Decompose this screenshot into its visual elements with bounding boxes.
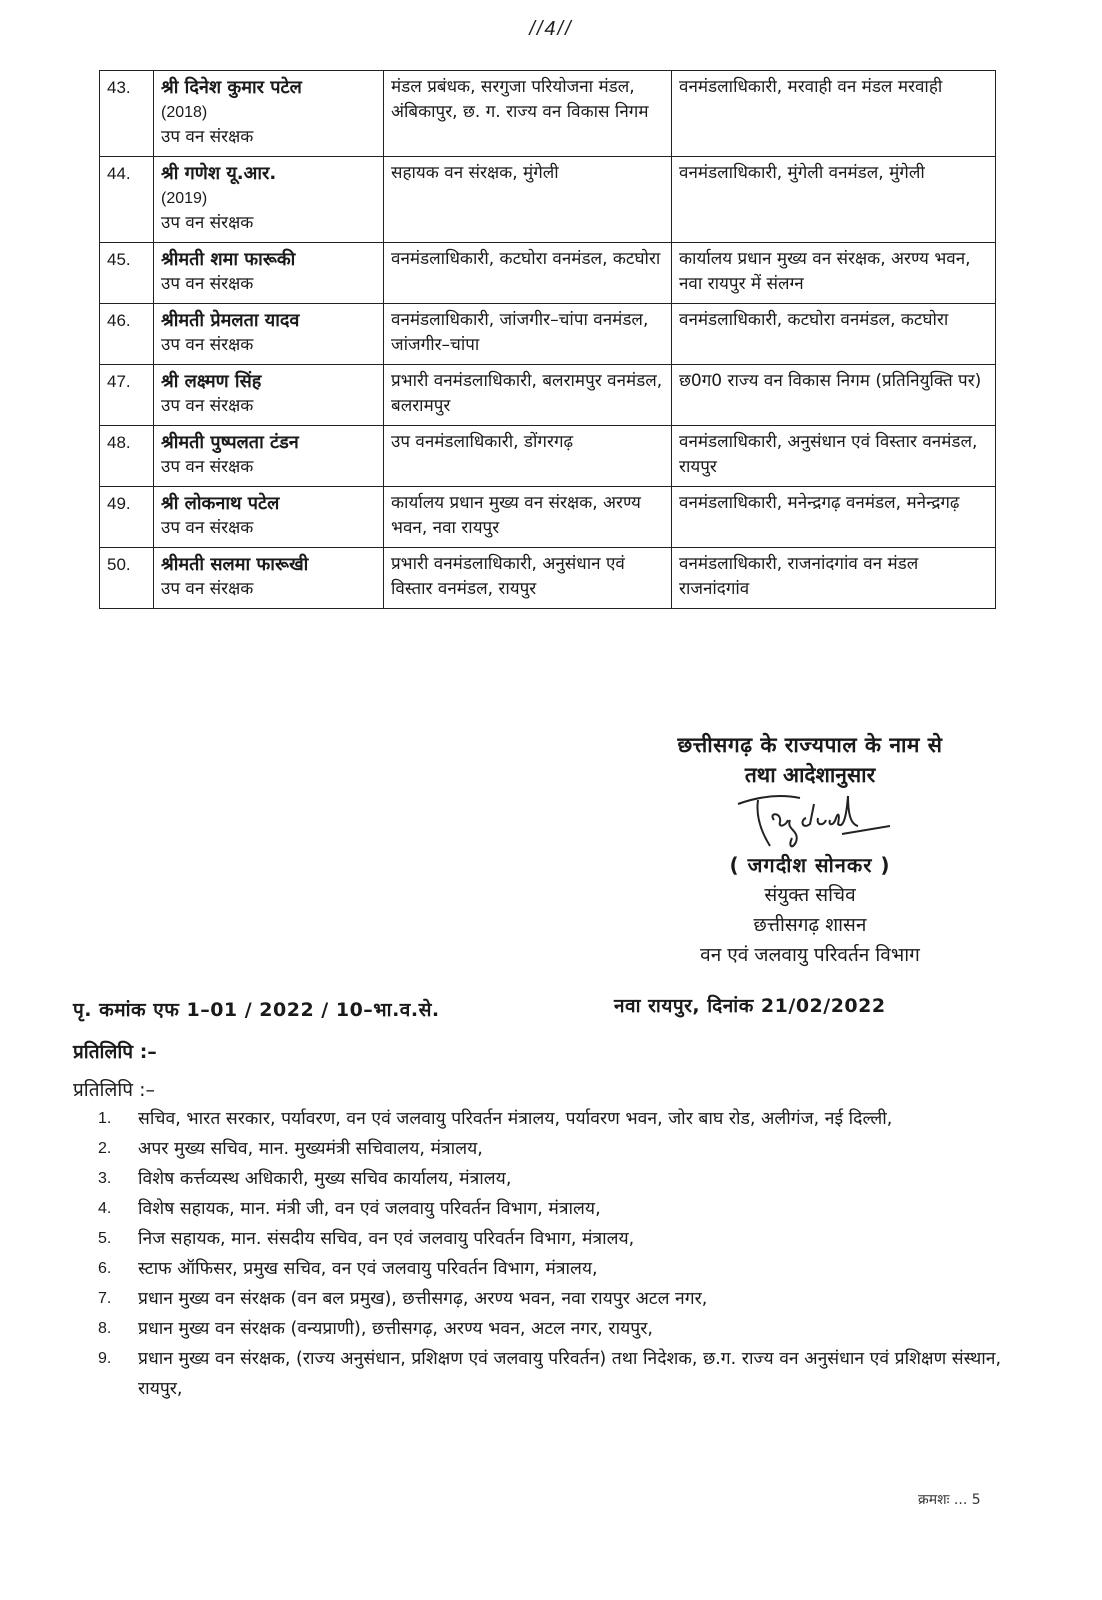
handwritten-signature-icon (730, 790, 900, 852)
table-row (100, 365, 996, 426)
list-item-number: 3. (98, 1170, 112, 1187)
list-item (98, 1254, 1028, 1284)
list-item-text: प्रधान मुख्य वन संरक्षक (वन बल प्रमुख), छत्तीसगढ़, अरण्य भवन, नवा रायपुर अटल नगर, (138, 1289, 708, 1309)
list-item-text: निज सहायक, मान. संसदीय सचिव, वन एवं जलवायु परिवर्तन विभाग, मंत्रालय, (138, 1229, 635, 1249)
transfer-order-table (99, 70, 996, 609)
list-item-text: विशेष कर्त्तव्यस्थ अधिकारी, मुख्य सचिव कार्यालय, मंत्रालय, (138, 1169, 512, 1189)
officer-designation: उप वन संरक्षक (161, 579, 254, 599)
list-item (98, 1284, 1028, 1314)
list-item (98, 1134, 1028, 1164)
officer-cell (154, 304, 384, 365)
list-item-number: 6. (98, 1260, 112, 1277)
officer-name: श्री लोकनाथ पटेल (161, 493, 280, 514)
new-posting: छ0ग0 राज्य वन विकास निगम (प्रतिनियुक्ति पर) (672, 365, 996, 426)
list-item-text: प्रधान मुख्य वन संरक्षक, (राज्य अनुसंधान, प्रशिक्षण एवं जलवायु परिवर्तन) तथा निदेशक, छ.ग. राज्य वन अनुसंधान एवं प्रशिक्षण संस्थान, रायपुर, (138, 1349, 1002, 1399)
list-item (98, 1344, 1028, 1404)
list-item-text: सचिव, भारत सरकार, पर्यावरण, वन एवं जलवायु परिवर्तन मंत्रालय, पर्यावरण भवन, जोर बाघ रोड, अलीगंज, नई दिल्ली, (138, 1109, 893, 1129)
government-name: छत्तीसगढ़ शासन (753, 914, 867, 936)
table-row (100, 304, 996, 365)
reference-number: पृ. कमांक एफ 1–01 / 2022 / 10–भा.व.से. (73, 999, 440, 1021)
serial-number: 45. (100, 243, 154, 304)
officer-name: श्री लक्ष्मण सिंह (161, 371, 262, 392)
current-posting: वनमंडलाधिकारी, जांजगीर–चांपा वनमंडल, जांजगीर–चांपा (384, 304, 672, 365)
list-item (98, 1164, 1028, 1194)
new-posting: वनमंडलाधिकारी, कटघोरा वनमंडल, कटघोरा (672, 304, 996, 365)
department-name: वन एवं जलवायु परिवर्तन विभाग (700, 944, 920, 966)
list-item-number: 5. (98, 1230, 112, 1247)
current-posting: वनमंडलाधिकारी, कटघोरा वनमंडल, कटघोरा (384, 243, 672, 304)
officer-cell (154, 157, 384, 243)
officer-cell (154, 426, 384, 487)
signatory-name: ( जगदीश सोनकर ) (729, 853, 891, 877)
officer-cell (154, 487, 384, 548)
officer-batch-year: (2019) (161, 190, 208, 207)
copy-to-label-repeat: प्रतिलिपि :– (73, 1079, 156, 1101)
serial-number: 50. (100, 548, 154, 609)
new-posting: वनमंडलाधिकारी, अनुसंधान एवं विस्तार वनमंडल, रायपुर (672, 426, 996, 487)
list-item-number: 4. (98, 1200, 112, 1217)
order-authority-block (600, 730, 1020, 970)
list-item (98, 1104, 1028, 1134)
current-posting: मंडल प्रबंधक, सरगुजा परियोजना मंडल, अंबिकापुर, छ. ग. राज्य वन विकास निगम (384, 71, 672, 157)
serial-number: 47. (100, 365, 154, 426)
new-posting: कार्यालय प्रधान मुख्य वन संरक्षक, अरण्य भवन, नवा रायपुर में संलग्न (672, 243, 996, 304)
officer-name: श्रीमती प्रेमलता यादव (161, 310, 300, 331)
officer-cell (154, 243, 384, 304)
signature (600, 790, 1020, 850)
new-posting: वनमंडलाधिकारी, मुंगेली वनमंडल, मुंगेली (672, 157, 996, 243)
officer-designation: उप वन संरक्षक (161, 213, 254, 233)
officer-designation: उप वन संरक्षक (161, 396, 254, 416)
list-item-number: 2. (98, 1140, 112, 1157)
order-authority-line1: छत्तीसगढ़ के राज्यपाल के नाम से (677, 733, 943, 757)
new-posting: वनमंडलाधिकारी, मरवाही वन मंडल मरवाही (672, 71, 996, 157)
officer-name: श्री गणेश यू.आर. (161, 163, 277, 184)
officer-designation: उप वन संरक्षक (161, 457, 254, 477)
officer-cell (154, 365, 384, 426)
table-row (100, 548, 996, 609)
serial-number: 44. (100, 157, 154, 243)
page-number-marker: //4// (529, 18, 573, 40)
officer-name: श्रीमती शमा फारूकी (161, 249, 296, 270)
list-item-text: स्टाफ ऑफिसर, प्रमुख सचिव, वन एवं जलवायु परिवर्तन विभाग, मंत्रालय, (138, 1259, 598, 1279)
officer-name: श्रीमती सलमा फारूखी (161, 554, 309, 575)
list-item-text: विशेष सहायक, मान. मंत्री जी, वन एवं जलवायु परिवर्तन विभाग, मंत्रालय, (138, 1199, 601, 1219)
list-item (98, 1224, 1028, 1254)
table-row (100, 487, 996, 548)
list-item (98, 1314, 1028, 1344)
list-item-text: प्रधान मुख्य वन संरक्षक (वन्यप्राणी), छत्तीसगढ़, अरण्य भवन, अटल नगर, रायपुर, (138, 1319, 653, 1339)
new-posting: वनमंडलाधिकारी, राजनांदगांव वन मंडल राजनांदगांव (672, 548, 996, 609)
officer-designation: उप वन संरक्षक (161, 127, 254, 147)
copy-to-label: प्रतिलिपि :– (73, 1041, 157, 1063)
current-posting: प्रभारी वनमंडलाधिकारी, अनुसंधान एवं विस्तार वनमंडल, रायपुर (384, 548, 672, 609)
current-posting: कार्यालय प्रधान मुख्य वन संरक्षक, अरण्य भवन, नवा रायपुर (384, 487, 672, 548)
list-item-number: 7. (98, 1290, 112, 1307)
list-item-number: 8. (98, 1320, 112, 1337)
officer-designation: उप वन संरक्षक (161, 274, 254, 294)
serial-number: 48. (100, 426, 154, 487)
list-item-number: 1. (98, 1110, 112, 1127)
order-authority-line2: तथा आदेशानुसार (744, 763, 876, 787)
table-row (100, 71, 996, 157)
copy-recipients-list (98, 1104, 1028, 1404)
table-row (100, 157, 996, 243)
officer-batch-year: (2018) (161, 104, 208, 121)
officer-designation: उप वन संरक्षक (161, 518, 254, 538)
list-item-text: अपर मुख्य सचिव, मान. मुख्यमंत्री सचिवालय, मंत्रालय, (138, 1139, 483, 1159)
table-row (100, 243, 996, 304)
current-posting: सहायक वन संरक्षक, मुंगेली (384, 157, 672, 243)
officer-name: श्रीमती पुष्पलता टंडन (161, 432, 299, 453)
list-item-number: 9. (98, 1350, 112, 1367)
list-item (98, 1194, 1028, 1224)
serial-number: 43. (100, 71, 154, 157)
officer-cell (154, 71, 384, 157)
officer-cell (154, 548, 384, 609)
serial-number: 46. (100, 304, 154, 365)
transfer-table-body (100, 71, 996, 609)
officer-name: श्री दिनेश कुमार पटेल (161, 77, 302, 98)
place-and-date: नवा रायपुर, दिनांक 21/02/2022 (614, 995, 886, 1017)
continued-note: क्रमशः ... 5 (918, 1492, 981, 1508)
table-row (100, 426, 996, 487)
serial-number: 49. (100, 487, 154, 548)
signatory-designation: संयुक्त सचिव (764, 884, 856, 906)
current-posting: प्रभारी वनमंडलाधिकारी, बलरामपुर वनमंडल, बलरामपुर (384, 365, 672, 426)
current-posting: उप वनमंडलाधिकारी, डोंगरगढ़ (384, 426, 672, 487)
officer-designation: उप वन संरक्षक (161, 335, 254, 355)
new-posting: वनमंडलाधिकारी, मनेन्द्रगढ़ वनमंडल, मनेन्द्रगढ़ (672, 487, 996, 548)
